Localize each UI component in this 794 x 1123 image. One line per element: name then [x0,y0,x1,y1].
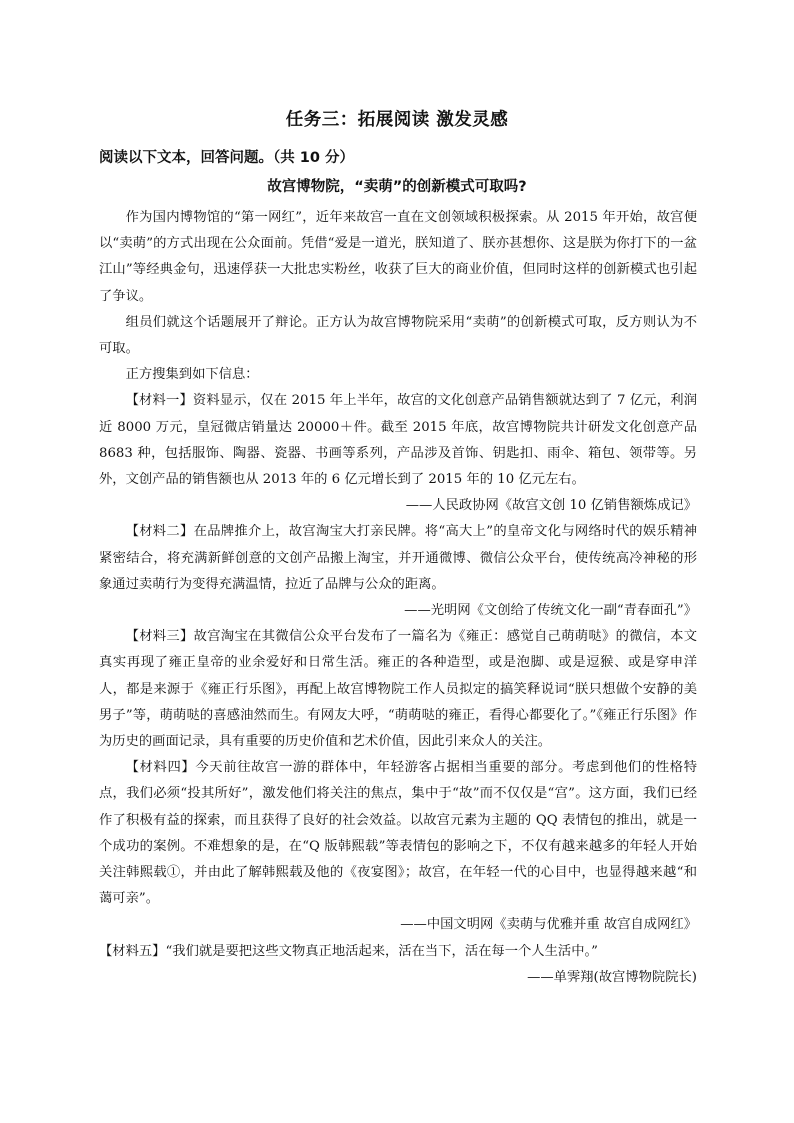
material-text: 在品牌推介上，故宫淘宝大打亲民牌。将“高大上”的皇帝文化与网络时代的娱乐精神紧密结合，将充满新鲜创意的文创产品搬上淘宝，并开通微博、微信公众平台，使传统高冷神秘的形象通过卖萌行为变得充满温情，拉近了品牌与公众的距离。 [99,524,697,592]
material-paragraph [99,755,697,912]
material-label: 【材料一】 [125,393,193,409]
material-text: 故宫淘宝在其微信公众平台发布了一篇名为《雍正：感觉自己萌萌哒》的微信，本文真实再现了雍正皇帝的业余爱好和日常生活。雍正的各种造型，或是泡脚、或是逗猴、或是穿申洋人，都是来源于《雍正行乐图》，再配上故宫博物院工作人员拟定的搞笑释说词“朕只想做个安静的美男子”等，萌萌哒的喜感油然而生。有网友大呼，“萌萌哒的雍正，看得心都要化了。”《雍正行乐图》作为历史的画面记录，具有重要的历史价值和艺术价值，因此引来众人的关注。 [99,629,697,750]
intro-paragraph: 正方搜集到如下信息： [125,367,259,383]
material-text: 资料显示，仅在 2015 年上半年，故宫的文化创意产品销售额就达到了 7 亿元，利润近 8000 万元，皇冠微店销量达 20000＋件。截至 2015 年底，故宫博物院共计研发文化创意产品 8683 种，包括服饰、陶器、瓷器、书画等系列，产品涉及首饰、钥匙扣、雨伞、箱包、领带等。另外，文创产品的销售额也从 2013 年的 6 亿元增长到了 2015 年的 10 亿元左右。 [99,393,697,488]
instruction-text: 阅读以下文本，回答问题。（共 10 分） [99,150,355,166]
intro-paragraph: 作为国内博物馆的“第一网红”，近年来故宫一直在文创领域积极探索。从 2015 年开始，故宫便以“卖萌”的方式出现在公众面前。凭借“爱是一道光，朕知道了、朕亦甚想你、这是朕为你打下的一盆江山”等经典金句，迅速俘获一大批忠实粉丝，收获了巨大的商业价值，但同时这样的创新模式也引起了争议。 [99,210,697,304]
material-source: ——中国文明网《卖萌与优雅并重 故宫自成网红》 [400,917,697,933]
material-text: 今天前往故宫一游的群体中，年轻游客占据相当重要的部分。考虑到他们的性格特点，我们必须“投其所好”，激发他们将关注的焦点，集中于“故”而不仅仅是“宫”。这方面，我们已经作了积极有益的探索，而且获得了良好的社会效益。以故宫元素为主题的 QQ 表情包的推出，就是一个成功的案例。不难想象的是，在“Q 版韩熙载”等表情包的影响之下，不仅有越来越多的年轻人开始关注韩熙载①，并由此了解韩熙载及他的《夜宴图》；故宫，在年轻一代的心目中，也显得越来越“和蔼可亲”。 [99,760,698,907]
task-heading: 任务三：拓展阅读 激发灵感 [285,110,509,130]
material-paragraph [99,939,697,965]
intro-paragraph: 组员们就这个话题展开了辩论。正方认为故宫博物院采用“卖萌”的创新模式可取，反方则认为不可取。 [99,314,697,357]
material-label: 【材料四】 [125,760,196,776]
material-paragraph [99,388,697,493]
material-label: 【材料三】 [125,629,194,645]
material-text: “我们就是要把这些文物真正地活起来，活在当下，活在每一个人生活中。” [165,943,598,959]
material-label: 【材料五】 [99,943,166,959]
material-paragraph [99,624,697,755]
material-label: 【材料二】 [125,524,194,540]
article-title: 故宫博物院，“卖萌”的创新模式可取吗? [267,179,527,195]
article-body [99,205,697,991]
material-source: ——光明网《文创给了传统文化一副“青春面孔”》 [404,603,697,619]
material-paragraph [99,519,697,598]
material-source: ——单霁翔(故宫博物院院长) [527,969,697,985]
material-source: ——人民政协网《故宫文创 10 亿销售额炼成记》 [405,498,697,514]
